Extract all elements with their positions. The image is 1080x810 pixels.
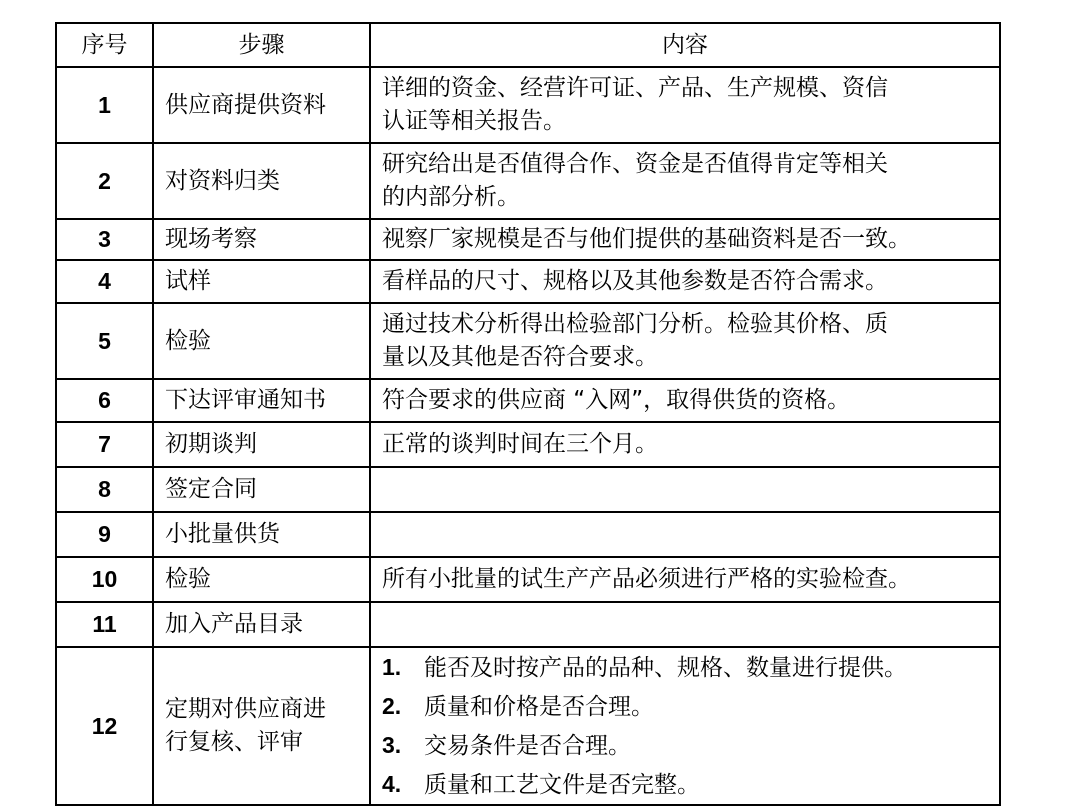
list-item: [382, 765, 995, 804]
table-row: [56, 557, 1000, 602]
row-step: 现场考察: [153, 219, 370, 260]
step-line: 定期对供应商进: [165, 696, 326, 722]
list-item: [382, 648, 995, 687]
table-row: [56, 467, 1000, 512]
row-content: [370, 67, 1000, 143]
header-step: 步骤: [153, 23, 370, 67]
row-content: [370, 422, 1000, 467]
list-item: [382, 687, 995, 726]
table-row: [56, 67, 1000, 143]
table-row: [56, 602, 1000, 647]
list-item: [382, 726, 995, 765]
row-content: [370, 647, 1000, 805]
list-item-text: 质量和价格是否合理。: [424, 694, 654, 720]
row-num: 11: [56, 602, 153, 647]
content-line: 符合要求的供应商 “入网”，取得供货的资格。: [382, 387, 851, 413]
row-step: 小批量供货: [153, 512, 370, 557]
list-item-text: 质量和工艺文件是否完整。: [424, 772, 700, 798]
row-num: 8: [56, 467, 153, 512]
row-content: [370, 557, 1000, 602]
row-step: 对资料归类: [153, 143, 370, 219]
content-line: 的内部分析。: [382, 184, 520, 210]
row-num: 5: [56, 303, 153, 379]
list-item-text: 交易条件是否合理。: [424, 733, 631, 759]
row-step: 供应商提供资料: [153, 67, 370, 143]
table-row: [56, 379, 1000, 422]
content-line: 正常的谈判时间在三个月。: [382, 431, 658, 457]
row-step: 加入产品目录: [153, 602, 370, 647]
content-line: 认证等相关报告。: [382, 108, 566, 134]
list-item-text: 能否及时按产品的品种、规格、数量进行提供。: [424, 655, 907, 681]
header-row: [56, 23, 1000, 67]
row-step: 签定合同: [153, 467, 370, 512]
review-criteria-list: [382, 648, 995, 804]
content-line: 详细的资金、经营许可证、产品、生产规模、资信: [382, 75, 888, 101]
row-step: [153, 647, 370, 805]
row-step: 下达评审通知书: [153, 379, 370, 422]
row-content: [370, 467, 1000, 512]
content-line: 研究给出是否值得合作、资金是否值得肯定等相关: [382, 151, 888, 177]
row-num: 4: [56, 260, 153, 303]
list-item-number: 1.: [382, 654, 402, 680]
table-row: [56, 260, 1000, 303]
row-content: [370, 512, 1000, 557]
content-line: 通过技术分析得出检验部门分析。检验其价格、质: [382, 311, 888, 337]
step-line: 行复核、评审: [165, 729, 303, 755]
table-row: [56, 647, 1000, 805]
content-line: 所有小批量的试生产产品必须进行严格的实验检查。: [382, 566, 911, 592]
row-content: [370, 602, 1000, 647]
header-content: 内容: [370, 23, 1000, 67]
row-step: 试样: [153, 260, 370, 303]
row-num: 7: [56, 422, 153, 467]
row-content: [370, 143, 1000, 219]
header-num: 序号: [56, 23, 153, 67]
row-content: [370, 379, 1000, 422]
row-num: 10: [56, 557, 153, 602]
row-num: 9: [56, 512, 153, 557]
content-line: 视察厂家规模是否与他们提供的基础资料是否一致。: [382, 226, 911, 252]
table-row: [56, 512, 1000, 557]
row-num: 2: [56, 143, 153, 219]
row-step: 初期谈判: [153, 422, 370, 467]
row-num: 1: [56, 67, 153, 143]
list-item-number: 4.: [382, 771, 402, 797]
row-num: 3: [56, 219, 153, 260]
list-item-number: 3.: [382, 732, 402, 758]
row-step: 检验: [153, 303, 370, 379]
list-item-number: 2.: [382, 693, 402, 719]
table-row: [56, 219, 1000, 260]
content-line: 看样品的尺寸、规格以及其他参数是否符合需求。: [382, 268, 888, 294]
row-content: [370, 260, 1000, 303]
content-line: 量以及其他是否符合要求。: [382, 344, 658, 370]
row-content: [370, 303, 1000, 379]
table-row: [56, 303, 1000, 379]
row-num: 12: [56, 647, 153, 805]
supplier-process-table: [55, 22, 1001, 806]
table-row: [56, 143, 1000, 219]
row-num: 6: [56, 379, 153, 422]
table-row: [56, 422, 1000, 467]
row-content: [370, 219, 1000, 260]
row-step: 检验: [153, 557, 370, 602]
